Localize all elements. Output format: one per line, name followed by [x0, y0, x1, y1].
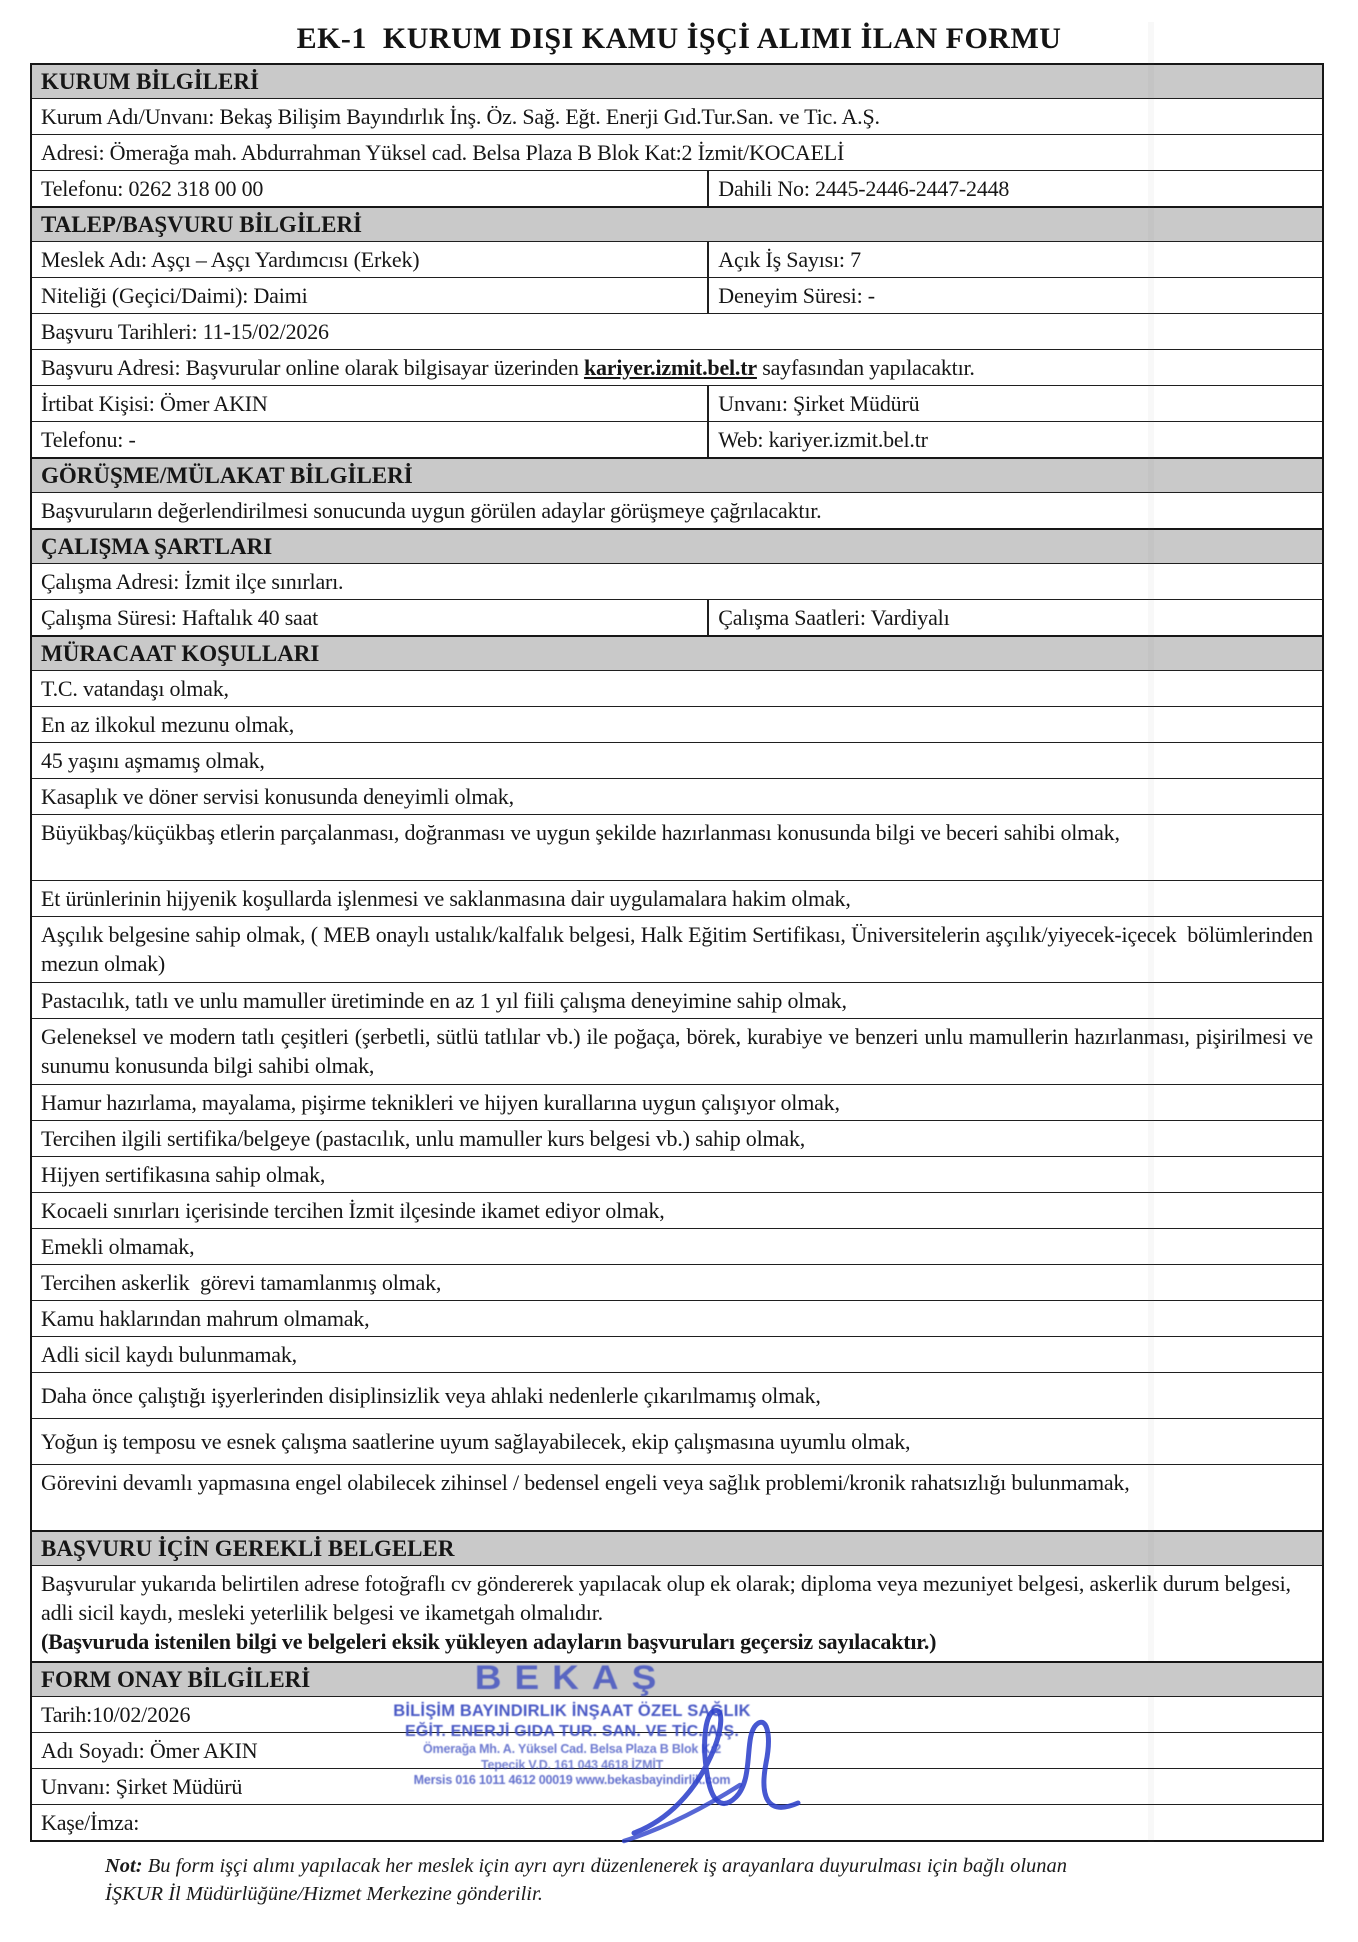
row-calisma-suresi-saatleri	[32, 599, 1322, 635]
requirement-row: Büyükbaş/küçükbaş etlerin parçalanması, doğranması ve uygun şekilde hazırlanması konusunda bilgi ve beceri sahibi olmak,	[32, 814, 1322, 880]
form-onay-section	[32, 1658, 1322, 1840]
requirement-row: Adli sicil kaydı bulunmamak,	[32, 1336, 1322, 1372]
requirement-row: Kamu haklarından mahrum olmamak,	[32, 1300, 1322, 1336]
cell-calisma-suresi: Çalışma Süresi: Haftalık 40 saat	[32, 600, 709, 635]
cell-deneyim-suresi: Deneyim Süresi: -	[718, 283, 875, 308]
requirement-row: Hamur hazırlama, mayalama, pişirme teknikleri ve hijyen kurallarına uygun çalışıyor olmak,	[32, 1084, 1322, 1120]
kariyer-link: kariyer.izmit.bel.tr	[583, 355, 757, 380]
page-title: EK-1 KURUM DIŞI KAMU İŞÇİ ALIMI İLAN FORMU	[296, 22, 1062, 55]
cell-unvani: Unvanı: Şirket Müdürü	[718, 391, 920, 416]
row-tarih: Tarih:10/02/2026	[32, 1696, 1322, 1732]
form-table	[30, 63, 1324, 1842]
requirement-row: Kocaeli sınırları içerisinde tercihen İzmit ilçesinde ikamet ediyor olmak,	[32, 1192, 1322, 1228]
cell-niteligi: Niteliği (Geçici/Daimi): Daimi	[32, 278, 709, 313]
section-header-belgeler: BAŞVURU İÇİN GEREKLİ BELGELER	[32, 1530, 1322, 1565]
section-header-muracaat: MÜRACAAT KOŞULLARI	[32, 635, 1322, 670]
requirement-row: 45 yaşını aşmamış olmak,	[32, 742, 1322, 778]
cell-telefonu: Telefonu: 0262 318 00 00	[32, 171, 709, 206]
row-adresi: Adresi: Ömerağa mah. Abdurrahman Yüksel cad. Belsa Plaza B Blok Kat:2 İzmit/KOCAELİ	[32, 134, 1322, 170]
stamp-line: Tepecik V.D. 161 043 4618 İZMİT	[480, 1757, 664, 1772]
row-adi-soyadi: Adı Soyadı: Ömer AKIN	[32, 1732, 1322, 1768]
requirement-row: Et ürünlerinin hijyenik koşullarda işlenmesi ve saklanmasına dair uygulamalara hakim olmak,	[32, 880, 1322, 916]
section-header-gorusme: GÖRÜŞME/MÜLAKAT BİLGİLERİ	[32, 457, 1322, 492]
belgeler-text: Başvurular yukarıda belirtilen adrese fotoğraflı cv göndererek yapılacak olup ek olarak; diploma veya mezuniyet belgesi, askerlik durum belgesi, adli sicil kaydı, mesleki yeterlilik belgesi ve ikametgah olmalıdır.	[41, 1571, 1291, 1625]
cell-calisma-saatleri: Çalışma Saatleri: Vardiyalı	[718, 605, 950, 630]
basvuru-adresi-text: Başvuru Adresi: Başvurular online olarak bilgisayar üzerinden	[41, 355, 584, 380]
belgeler-bold-warning: (Başvuruda istenilen bilgi ve belgeleri eksik yükleyen adayların başvuruları geçersiz sayılacaktır.)	[41, 1629, 937, 1654]
cell-telefonu-2: Telefonu: -	[32, 422, 709, 457]
stamp-line: BİLİŞİM BAYINDIRLIK İNŞAAT ÖZEL SAĞLIK	[393, 1702, 751, 1721]
requirement-row: Görevini devamlı yapmasına engel olabilecek zihinsel / bedensel engeli veya sağlık problemi/kronik rahatsızlığı bulunmamak,	[32, 1464, 1322, 1530]
section-header-talep: TALEP/BAŞVURU BİLGİLERİ	[32, 206, 1322, 241]
basvuru-adresi-suffix: sayfasından yapılacaktır.	[756, 355, 975, 380]
section-header-calisma: ÇALIŞMA ŞARTLARI	[32, 528, 1322, 563]
requirement-row: T.C. vatandaşı olmak,	[32, 670, 1322, 706]
row-basvuru-adresi	[32, 349, 1322, 385]
requirement-row: Kasaplık ve döner servisi konusunda deneyimli olmak,	[32, 778, 1322, 814]
row-telefonu-dahili	[32, 170, 1322, 206]
document-page	[0, 22, 1358, 1942]
requirement-row: Aşçılık belgesine sahip olmak, ( MEB onaylı ustalık/kalfalık belgesi, Halk Eğitim Sertifikası, Üniversitelerin aşçılık/yiyecek-içecek bölümlerinden mezun olmak)	[32, 916, 1322, 982]
requirement-row: Tercihen ilgili sertifika/belgeye (pastacılık, unlu mamuller kurs belgesi vb.) sahip olmak,	[32, 1120, 1322, 1156]
requirement-row: Emekli olmamak,	[32, 1228, 1322, 1264]
requirement-row: En az ilkokul mezunu olmak,	[32, 706, 1322, 742]
row-telefon-web	[32, 421, 1322, 457]
row-kase-imza: Kaşe/İmza:	[32, 1804, 1322, 1840]
row-niteligi-deneyim	[32, 277, 1322, 313]
cell-web: Web: kariyer.izmit.bel.tr	[718, 427, 928, 452]
stamp-line: EĞİT. ENERJİ GIDA TUR. SAN. VE TİC. A.Ş.	[405, 1722, 739, 1740]
footer-note-text: Bu form işçi alımı yapılacak her meslek için ayrı ayrı düzenlenerek iş arayanlara duyurulması için bağlı olunan İŞKUR İl Müdürlüğüne/Hizmet Merkezine gönderilir.	[105, 1855, 1068, 1905]
cell-meslek-adi: Meslek Adı: Aşçı – Aşçı Yardımcısı (Erkek)	[32, 242, 709, 277]
footer-note-label: Not:	[105, 1855, 143, 1877]
requirement-row: Hijyen sertifikasına sahip olmak,	[32, 1156, 1322, 1192]
cell-acik-is-sayisi: Açık İş Sayısı: 7	[718, 247, 861, 272]
row-gorusme-text: Başvuruların değerlendirilmesi sonucunda uygun görülen adaylar görüşmeye çağrılacaktır.	[32, 492, 1322, 528]
requirement-row: Geleneksel ve modern tatlı çeşitleri (şerbetli, sütlü tatlılar vb.) ile poğaça, börek, kurabiye ve benzeri unlu mamullerin hazırlanması, pişirilmesi ve sunumu konusunda bilgi sahibi olmak,	[32, 1018, 1322, 1084]
row-belgeler-text	[32, 1565, 1322, 1661]
cell-dahili-no: Dahili No: 2445-2446-2447-2448	[718, 176, 1010, 201]
cell-irtibat-kisisi: İrtibat Kişisi: Ömer AKIN	[32, 386, 709, 421]
stamp-company-name: BEKAŞ	[474, 1658, 670, 1697]
row-meslek-acikis	[32, 241, 1322, 277]
row-calisma-adresi: Çalışma Adresi: İzmit ilçe sınırları.	[32, 563, 1322, 599]
requirement-row: Yoğun iş temposu ve esnek çalışma saatlerine uyum sağlayabilecek, ekip çalışmasına uyumlu olmak,	[32, 1418, 1322, 1464]
row-irtibat-unvan	[32, 385, 1322, 421]
stamp-line: Ömerağa Mh. A. Yüksel Cad. Belsa Plaza B Blok K:2	[423, 1741, 721, 1756]
requirement-row: Daha önce çalıştığı işyerlerinden disiplinsizlik veya ahlaki nedenlerle çıkarılmamış olmak,	[32, 1372, 1322, 1418]
section-header-onay: FORM ONAY BİLGİLERİ	[32, 1661, 1322, 1696]
requirement-row: Tercihen askerlik görevi tamamlanmış olmak,	[32, 1264, 1322, 1300]
requirement-row: Pastacılık, tatlı ve unlu mamuller üretiminde en az 1 yıl fiili çalışma deneyimine sahip olmak,	[32, 982, 1322, 1018]
footer-note	[105, 1852, 1085, 1908]
row-kurum-adi: Kurum Adı/Unvanı: Bekaş Bilişim Bayındırlık İnş. Öz. Sağ. Eğt. Enerji Gıd.Tur.San. ve Tic. A.Ş.	[32, 98, 1322, 134]
row-basvuru-tarihleri: Başvuru Tarihleri: 11-15/02/2026	[32, 313, 1322, 349]
stamp-line: Mersis 016 1011 4612 00019 www.bekasbayindirlik.com	[413, 1773, 731, 1788]
row-unvani: Unvanı: Şirket Müdürü	[32, 1768, 1322, 1804]
section-header-kurum: KURUM BİLGİLERİ	[32, 65, 1322, 98]
